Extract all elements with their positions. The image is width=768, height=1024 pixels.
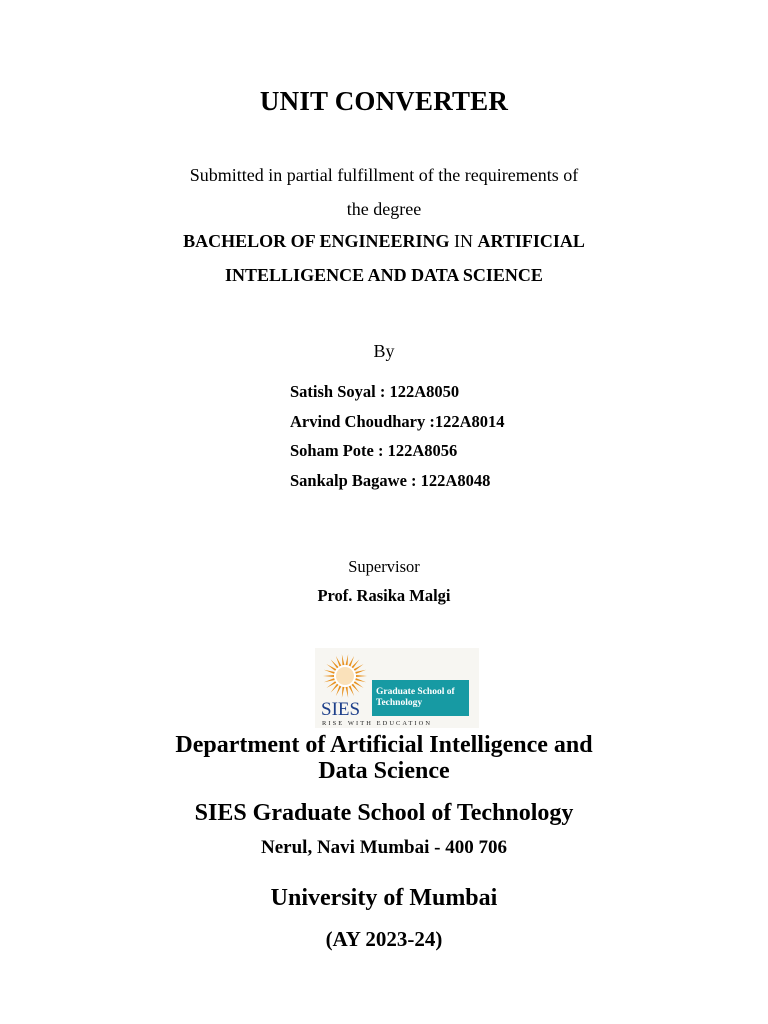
- submission-statement-line1: Submitted in partial fulfillment of the requirements of: [189, 165, 579, 185]
- university-name: University of Mumbai: [270, 885, 498, 911]
- author-item: Satish Soyal : 122A8050: [290, 382, 460, 401]
- logo-tagline: RISE WITH EDUCATION: [322, 720, 433, 727]
- logo-wordmark: SIES: [321, 699, 361, 720]
- institution-address: Nerul, Navi Mumbai - 400 706: [261, 837, 507, 858]
- department-line2: Data Science: [318, 758, 450, 784]
- submission-statement-line2: the degree: [346, 199, 422, 219]
- department-line1: Department of Artificial Intelligence and: [175, 732, 593, 758]
- department-heading: [0, 732, 768, 784]
- author-list: [290, 379, 505, 498]
- document-title: UNIT CONVERTER: [259, 86, 509, 116]
- sies-logo: [315, 648, 479, 728]
- sies-logo-graphic: [315, 648, 479, 728]
- degree-connector: IN: [449, 231, 478, 251]
- author-item: Sankalp Bagawe : 122A8048: [290, 471, 491, 491]
- by-label: By: [373, 341, 395, 361]
- degree-name-line2: INTELLIGENCE AND DATA SCIENCE: [225, 265, 543, 285]
- degree-part2: ARTIFICIAL: [477, 231, 585, 251]
- academic-year: (AY 2023-24): [325, 927, 443, 951]
- logo-box-line1: Graduate School of: [376, 687, 455, 697]
- author-item: Soham Pote : 122A8056: [290, 441, 458, 461]
- degree-part1: BACHELOR OF ENGINEERING: [183, 231, 450, 251]
- author-item: Arvind Choudhary :122A8014: [290, 411, 505, 431]
- supervisor-name: Prof. Rasika Malgi: [317, 586, 451, 605]
- supervisor-label: Supervisor: [348, 557, 420, 576]
- logo-box-line2: Technology: [376, 698, 423, 708]
- degree-name-line1: [0, 231, 768, 252]
- institution-name: SIES Graduate School of Technology: [194, 800, 574, 826]
